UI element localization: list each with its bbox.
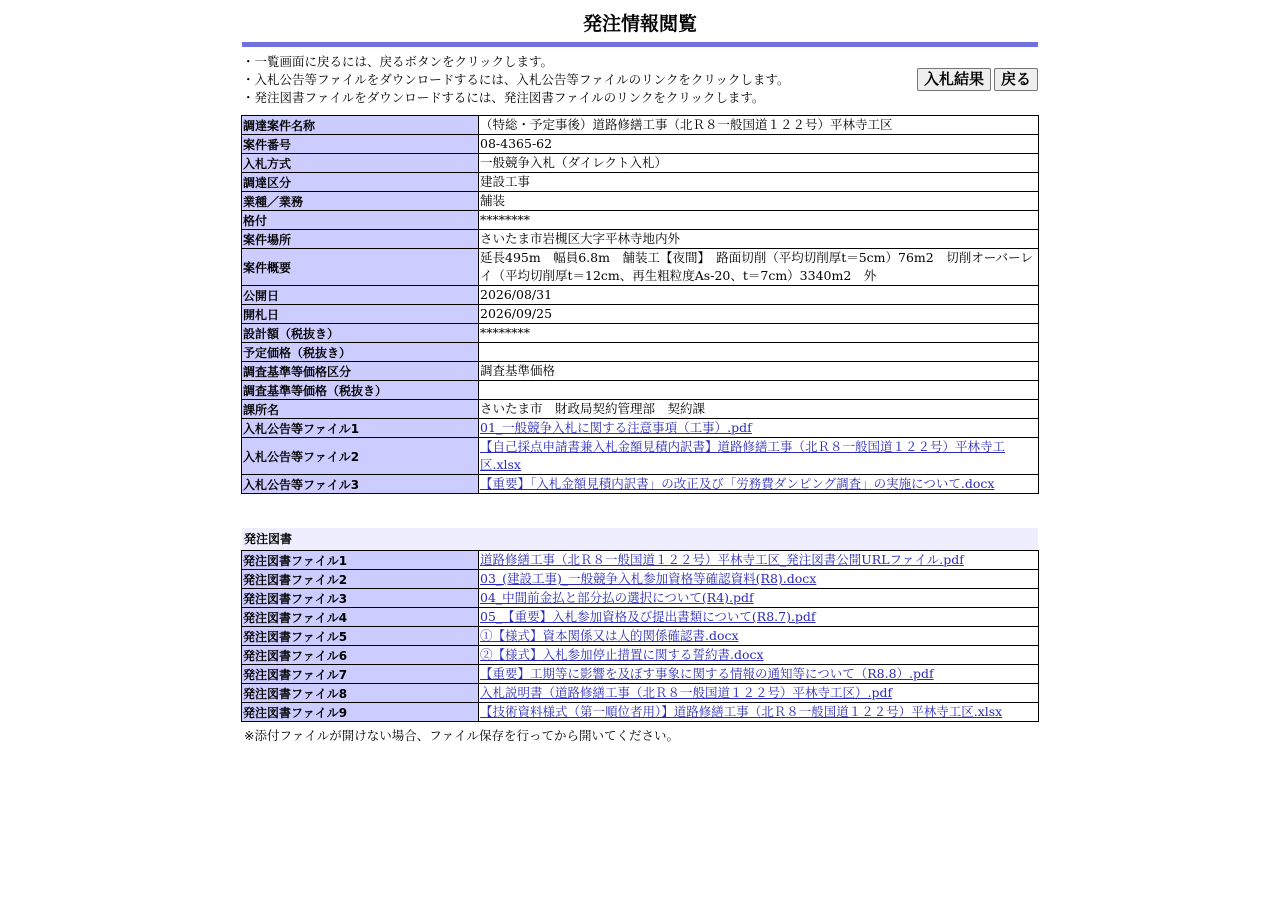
info-row bbox=[242, 192, 1039, 211]
field-value-cell bbox=[479, 684, 1039, 703]
field-value-cell bbox=[479, 646, 1039, 665]
field-label: 調査基準等価格区分 bbox=[242, 362, 479, 381]
info-row bbox=[242, 381, 1039, 400]
file-download-link[interactable]: ①【様式】資本関係又は人的関係確認書.docx bbox=[480, 628, 739, 643]
attachment-note: ※添付ファイルが開けない場合、ファイル保存を行ってから開いてください。 bbox=[244, 728, 679, 743]
field-label: 設計額（税抜き） bbox=[242, 324, 479, 343]
file-download-link[interactable]: 道路修繕工事（北Ｒ８一般国道１２２号）平林寺工区_発注図書公開URLファイル.pdf bbox=[480, 552, 964, 567]
file-download-link[interactable]: 【技術資料様式（第一順位者用）】道路修繕工事（北Ｒ８一般国道１２２号）平林寺工区.xlsx bbox=[480, 704, 1003, 719]
field-label: 入札公告等ファイル1 bbox=[242, 419, 479, 438]
drawing-file-row bbox=[242, 551, 1039, 570]
field-label: 業種／業務 bbox=[242, 192, 479, 211]
field-label: 調達案件名称 bbox=[242, 116, 479, 135]
info-row bbox=[242, 305, 1039, 324]
field-value-cell: ******** bbox=[479, 324, 1039, 343]
file-download-link[interactable]: 05_【重要】入札参加資格及び提出書類について(R8.7).pdf bbox=[480, 609, 816, 624]
field-value-cell bbox=[479, 627, 1039, 646]
field-label: 予定価格（税抜き） bbox=[242, 343, 479, 362]
field-value-cell bbox=[479, 570, 1039, 589]
file-download-link[interactable]: 03_(建設工事)_一般競争入札参加資格等確認資料(R8).docx bbox=[480, 571, 817, 586]
field-label: 入札方式 bbox=[242, 154, 479, 173]
back-button[interactable]: 戻る bbox=[994, 68, 1038, 91]
info-row bbox=[242, 286, 1039, 305]
field-label: 調達区分 bbox=[242, 173, 479, 192]
field-value-cell bbox=[479, 608, 1039, 627]
field-value-cell: 延長495m 幅員6.8m 舗装工【夜間】 路面切削（平均切削厚t＝5cm）76m2 切削オーバーレイ（平均切削厚t＝12cm、再生粗粒度As-20、t＝7cm）3340m2 外 bbox=[479, 249, 1039, 286]
drawing-file-row bbox=[242, 665, 1039, 684]
field-label: 発注図書ファイル6 bbox=[242, 646, 479, 665]
drawing-file-row bbox=[242, 589, 1039, 608]
field-value-cell bbox=[479, 475, 1039, 494]
drawing-file-row bbox=[242, 627, 1039, 646]
field-label: 発注図書ファイル3 bbox=[242, 589, 479, 608]
field-label: 発注図書ファイル8 bbox=[242, 684, 479, 703]
field-label: 格付 bbox=[242, 211, 479, 230]
instruction-line: ・発注図書ファイルをダウンロードするには、発注図書ファイルのリンクをクリックします。 bbox=[242, 90, 765, 105]
drawings-section-heading: 発注図書 bbox=[242, 528, 1038, 550]
field-label: 開札日 bbox=[242, 305, 479, 324]
info-row bbox=[242, 211, 1039, 230]
field-label: 発注図書ファイル2 bbox=[242, 570, 479, 589]
field-label: 案件番号 bbox=[242, 135, 479, 154]
procurement-info-table bbox=[241, 115, 1039, 494]
field-value-cell: 調査基準価格 bbox=[479, 362, 1039, 381]
field-value-cell bbox=[479, 343, 1039, 362]
field-label: 入札公告等ファイル3 bbox=[242, 475, 479, 494]
field-label: 発注図書ファイル9 bbox=[242, 703, 479, 722]
field-value-cell: 建設工事 bbox=[479, 173, 1039, 192]
drawing-file-row bbox=[242, 684, 1039, 703]
info-row bbox=[242, 400, 1039, 419]
drawings-file-table bbox=[241, 550, 1039, 722]
field-label: 案件概要 bbox=[242, 249, 479, 286]
field-label: 調査基準等価格（税抜き） bbox=[242, 381, 479, 400]
field-value-cell: さいたま市岩槻区大字平林寺地内外 bbox=[479, 230, 1039, 249]
file-download-link[interactable]: 04_中間前金払と部分払の選択について(R4).pdf bbox=[480, 590, 754, 605]
file-download-link[interactable]: 【重要】工期等に影響を及ぼす事象に関する情報の通知等について（R8.8）.pdf bbox=[480, 666, 934, 681]
notice-file-row bbox=[242, 438, 1039, 475]
action-buttons bbox=[917, 68, 1038, 91]
notice-file-row bbox=[242, 419, 1039, 438]
drawing-file-row bbox=[242, 703, 1039, 722]
field-label: 案件場所 bbox=[242, 230, 479, 249]
field-value-cell: 2026/09/25 bbox=[479, 305, 1039, 324]
info-row bbox=[242, 116, 1039, 135]
field-value-cell bbox=[479, 381, 1039, 400]
page-container bbox=[242, 0, 1038, 744]
field-value-cell: 一般競争入札（ダイレクト入札） bbox=[479, 154, 1039, 173]
field-value-cell: ******** bbox=[479, 211, 1039, 230]
info-row bbox=[242, 249, 1039, 286]
field-label: 発注図書ファイル7 bbox=[242, 665, 479, 684]
info-row bbox=[242, 324, 1039, 343]
file-download-link[interactable]: 【自己採点申請書兼入札金額見積内訳書】道路修繕工事（北Ｒ８一般国道１２２号）平林寺工区.xlsx bbox=[480, 439, 1006, 472]
info-row bbox=[242, 135, 1039, 154]
field-value-cell bbox=[479, 551, 1039, 570]
field-value-cell: （特総・予定事後）道路修繕工事（北Ｒ８一般国道１２２号）平林寺工区 bbox=[479, 116, 1039, 135]
instruction-line: ・入札公告等ファイルをダウンロードするには、入札公告等ファイルのリンクをクリックします。 bbox=[242, 72, 790, 87]
info-row bbox=[242, 154, 1039, 173]
file-download-link[interactable]: ②【様式】入札参加停止措置に関する誓約書.docx bbox=[480, 647, 764, 662]
file-download-link[interactable]: 【重要】「入札金額見積内訳書」の改正及び「労務費ダンピング調査」の実施について.docx bbox=[480, 476, 995, 491]
field-value-cell bbox=[479, 703, 1039, 722]
info-row bbox=[242, 362, 1039, 381]
bid-results-button[interactable]: 入札結果 bbox=[917, 68, 991, 91]
file-download-link[interactable]: 01_一般競争入札に関する注意事項（工事）.pdf bbox=[480, 420, 752, 435]
info-row bbox=[242, 230, 1039, 249]
field-label: 発注図書ファイル4 bbox=[242, 608, 479, 627]
field-label: 発注図書ファイル1 bbox=[242, 551, 479, 570]
field-value-cell: 08-4365-62 bbox=[479, 135, 1039, 154]
drawing-file-row bbox=[242, 608, 1039, 627]
title-divider bbox=[242, 42, 1038, 47]
info-row bbox=[242, 173, 1039, 192]
info-row bbox=[242, 343, 1039, 362]
field-value-cell bbox=[479, 438, 1039, 475]
field-value-cell: さいたま市 財政局契約管理部 契約課 bbox=[479, 400, 1039, 419]
notice-file-row bbox=[242, 475, 1039, 494]
field-label: 入札公告等ファイル2 bbox=[242, 438, 479, 475]
file-download-link[interactable]: 入札説明書（道路修繕工事（北Ｒ８一般国道１２２号）平林寺工区）.pdf bbox=[480, 685, 893, 700]
drawing-file-row bbox=[242, 646, 1039, 665]
drawing-file-row bbox=[242, 570, 1039, 589]
field-value-cell: 2026/08/31 bbox=[479, 286, 1039, 305]
field-value-cell bbox=[479, 419, 1039, 438]
field-value-cell: 舗装 bbox=[479, 192, 1039, 211]
instruction-line: ・一覧画面に戻るには、戻るボタンをクリックします。 bbox=[242, 54, 554, 69]
field-value-cell bbox=[479, 589, 1039, 608]
field-label: 課所名 bbox=[242, 400, 479, 419]
instructions-area bbox=[242, 53, 1038, 115]
page-title: 発注情報閲覧 bbox=[582, 13, 697, 35]
field-label: 発注図書ファイル5 bbox=[242, 627, 479, 646]
field-value-cell bbox=[479, 665, 1039, 684]
field-label: 公開日 bbox=[242, 286, 479, 305]
